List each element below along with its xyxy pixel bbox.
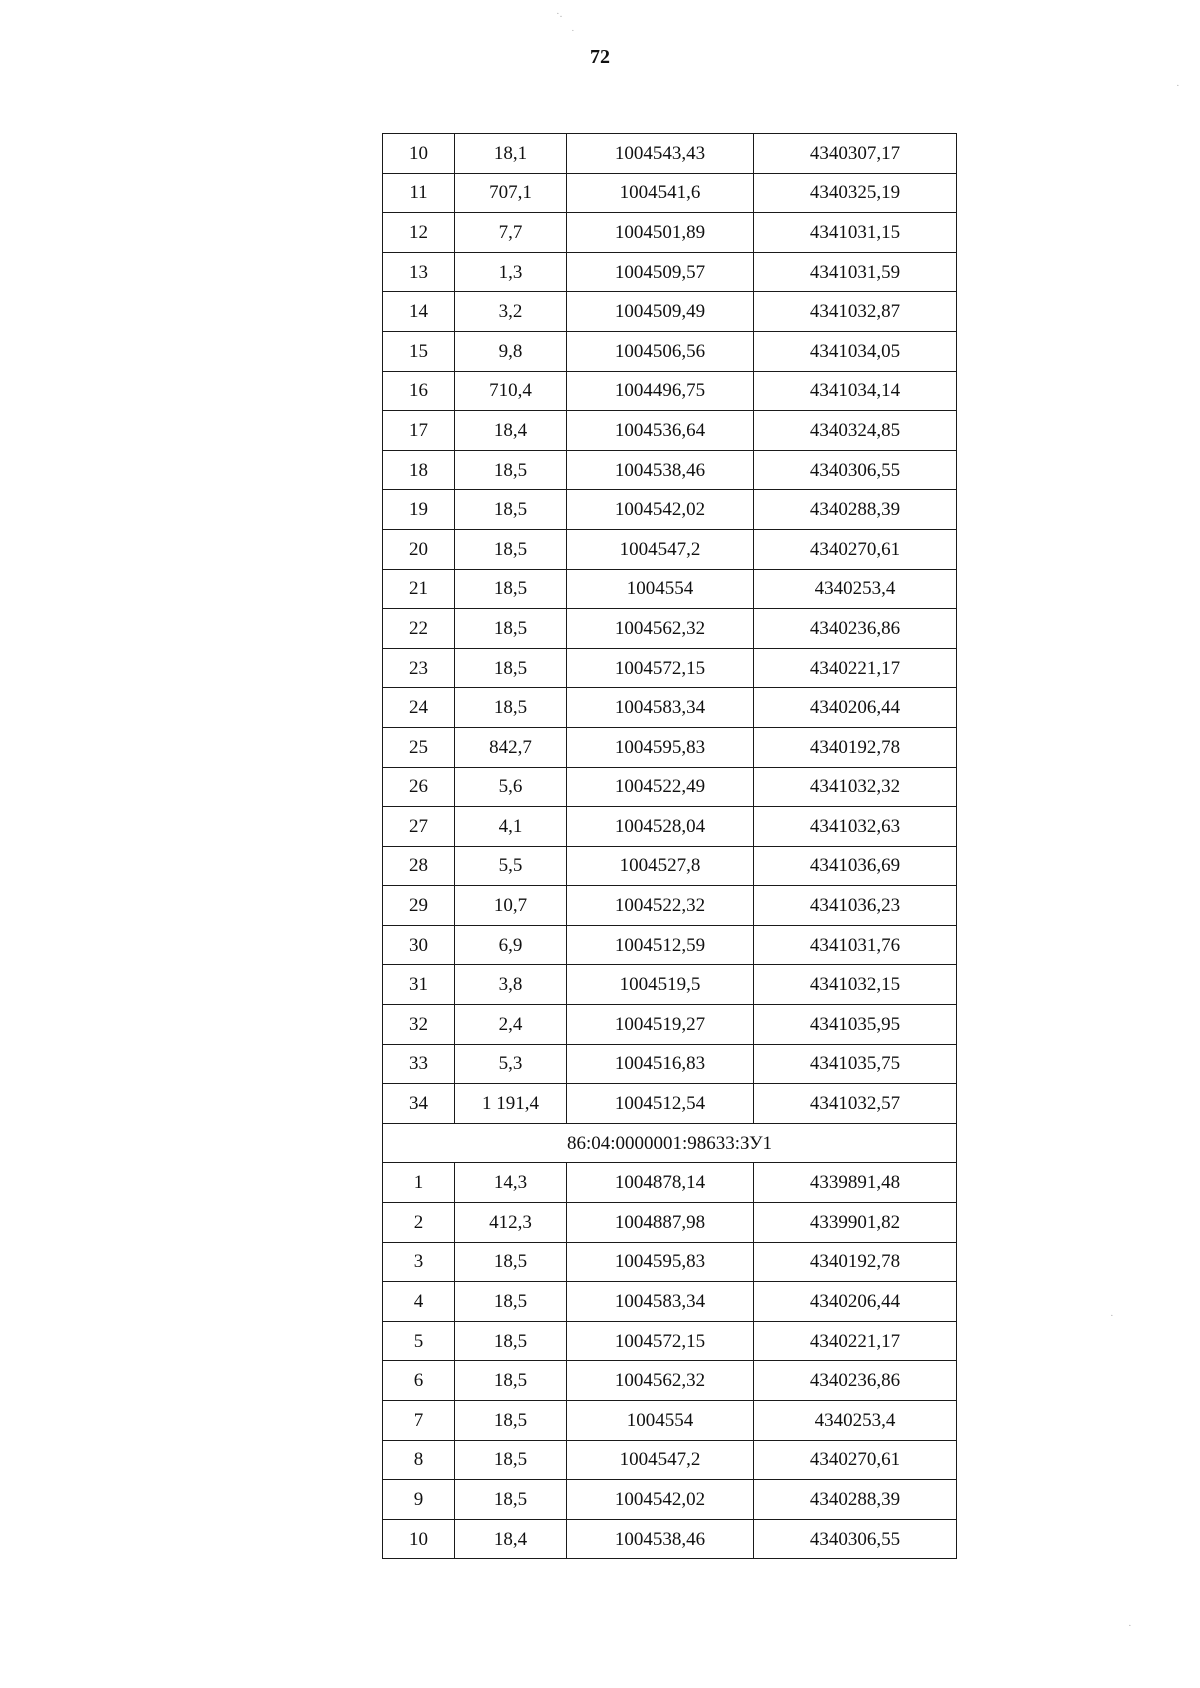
table-row [383, 569, 957, 609]
length-cell: 6,9 [455, 925, 567, 965]
scan-speck: ˙ [571, 28, 575, 40]
point-number-cell: 30 [383, 925, 455, 965]
table-row [383, 173, 957, 213]
table-row [383, 292, 957, 332]
table-row [383, 1242, 957, 1282]
table-row [383, 767, 957, 807]
y-coordinate-cell: 4340192,78 [754, 727, 957, 767]
y-coordinate-cell: 4341036,23 [754, 886, 957, 926]
point-number-cell: 28 [383, 846, 455, 886]
point-number-cell: 14 [383, 292, 455, 332]
point-number-cell: 27 [383, 807, 455, 847]
x-coordinate-cell: 1004519,5 [567, 965, 754, 1005]
table-row [383, 1282, 957, 1322]
point-number-cell: 24 [383, 688, 455, 728]
x-coordinate-cell: 1004501,89 [567, 213, 754, 253]
length-cell: 5,6 [455, 767, 567, 807]
length-cell: 10,7 [455, 886, 567, 926]
y-coordinate-cell: 4340306,55 [754, 1519, 957, 1559]
y-coordinate-cell: 4340206,44 [754, 1282, 957, 1322]
table-row [383, 1044, 957, 1084]
x-coordinate-cell: 1004522,32 [567, 886, 754, 926]
table-row [383, 450, 957, 490]
table-row [383, 1005, 957, 1045]
table-row [383, 411, 957, 451]
table-row [383, 1084, 957, 1124]
y-coordinate-cell: 4340236,86 [754, 609, 957, 649]
point-number-cell: 20 [383, 529, 455, 569]
x-coordinate-cell: 1004542,02 [567, 1480, 754, 1520]
y-coordinate-cell: 4340306,55 [754, 450, 957, 490]
length-cell: 9,8 [455, 331, 567, 371]
table-row [383, 727, 957, 767]
x-coordinate-cell: 1004547,2 [567, 1440, 754, 1480]
x-coordinate-cell: 1004496,75 [567, 371, 754, 411]
y-coordinate-cell: 4340253,4 [754, 569, 957, 609]
y-coordinate-cell: 4340192,78 [754, 1242, 957, 1282]
point-number-cell: 34 [383, 1084, 455, 1124]
point-number-cell: 18 [383, 450, 455, 490]
table-row [383, 609, 957, 649]
x-coordinate-cell: 1004562,32 [567, 1361, 754, 1401]
point-number-cell: 21 [383, 569, 455, 609]
point-number-cell: 4 [383, 1282, 455, 1322]
length-cell: 14,3 [455, 1163, 567, 1203]
y-coordinate-cell: 4341035,95 [754, 1005, 957, 1045]
table-row [383, 1163, 957, 1203]
x-coordinate-cell: 1004878,14 [567, 1163, 754, 1203]
point-number-cell: 7 [383, 1401, 455, 1441]
y-coordinate-cell: 4340288,39 [754, 490, 957, 530]
point-number-cell: 26 [383, 767, 455, 807]
point-number-cell: 17 [383, 411, 455, 451]
length-cell: 18,5 [455, 648, 567, 688]
x-coordinate-cell: 1004583,34 [567, 1282, 754, 1322]
y-coordinate-cell: 4341031,76 [754, 925, 957, 965]
table-row [383, 846, 957, 886]
table-row [383, 252, 957, 292]
length-cell: 7,7 [455, 213, 567, 253]
y-coordinate-cell: 4340307,17 [754, 134, 957, 174]
table-row [383, 134, 957, 174]
x-coordinate-cell: 1004562,32 [567, 609, 754, 649]
table-row [383, 1321, 957, 1361]
length-cell: 18,5 [455, 1401, 567, 1441]
table-row [383, 1519, 957, 1559]
point-number-cell: 8 [383, 1440, 455, 1480]
x-coordinate-cell: 1004887,98 [567, 1203, 754, 1243]
x-coordinate-cell: 1004554 [567, 569, 754, 609]
y-coordinate-cell: 4341034,05 [754, 331, 957, 371]
point-number-cell: 10 [383, 134, 455, 174]
length-cell: 18,5 [455, 1321, 567, 1361]
length-cell: 5,3 [455, 1044, 567, 1084]
length-cell: 18,5 [455, 1440, 567, 1480]
table-row [383, 1203, 957, 1243]
y-coordinate-cell: 4341032,63 [754, 807, 957, 847]
y-coordinate-cell: 4341032,15 [754, 965, 957, 1005]
point-number-cell: 10 [383, 1519, 455, 1559]
point-number-cell: 11 [383, 173, 455, 213]
point-number-cell: 31 [383, 965, 455, 1005]
x-coordinate-cell: 1004519,27 [567, 1005, 754, 1045]
x-coordinate-cell: 1004595,83 [567, 727, 754, 767]
coordinates-table [382, 133, 957, 1559]
x-coordinate-cell: 1004528,04 [567, 807, 754, 847]
table-row [383, 371, 957, 411]
table-row [383, 807, 957, 847]
point-number-cell: 25 [383, 727, 455, 767]
table-row [383, 886, 957, 926]
table-row [383, 331, 957, 371]
y-coordinate-cell: 4340236,86 [754, 1361, 957, 1401]
table-row [383, 1440, 957, 1480]
section-heading: 86:04:0000001:98633:ЗУ1 [383, 1123, 957, 1163]
length-cell: 18,5 [455, 688, 567, 728]
point-number-cell: 33 [383, 1044, 455, 1084]
x-coordinate-cell: 1004543,43 [567, 134, 754, 174]
point-number-cell: 29 [383, 886, 455, 926]
y-coordinate-cell: 4341032,32 [754, 767, 957, 807]
scan-speck: ·. [556, 8, 563, 20]
length-cell: 18,5 [455, 609, 567, 649]
y-coordinate-cell: 4341036,69 [754, 846, 957, 886]
y-coordinate-cell: 4340221,17 [754, 1321, 957, 1361]
point-number-cell: 12 [383, 213, 455, 253]
table-row [383, 965, 957, 1005]
x-coordinate-cell: 1004509,57 [567, 252, 754, 292]
point-number-cell: 1 [383, 1163, 455, 1203]
table-row [383, 490, 957, 530]
y-coordinate-cell: 4341032,57 [754, 1084, 957, 1124]
y-coordinate-cell: 4340325,19 [754, 173, 957, 213]
scan-speck: · [1176, 80, 1180, 92]
x-coordinate-cell: 1004512,54 [567, 1084, 754, 1124]
x-coordinate-cell: 1004516,83 [567, 1044, 754, 1084]
point-number-cell: 22 [383, 609, 455, 649]
y-coordinate-cell: 4341035,75 [754, 1044, 957, 1084]
y-coordinate-cell: 4339891,48 [754, 1163, 957, 1203]
length-cell: 1 191,4 [455, 1084, 567, 1124]
y-coordinate-cell: 4340270,61 [754, 529, 957, 569]
y-coordinate-cell: 4339901,82 [754, 1203, 957, 1243]
x-coordinate-cell: 1004572,15 [567, 1321, 754, 1361]
length-cell: 707,1 [455, 173, 567, 213]
table-row [383, 1361, 957, 1401]
y-coordinate-cell: 4340270,61 [754, 1440, 957, 1480]
x-coordinate-cell: 1004506,56 [567, 331, 754, 371]
point-number-cell: 5 [383, 1321, 455, 1361]
length-cell: 842,7 [455, 727, 567, 767]
length-cell: 3,8 [455, 965, 567, 1005]
x-coordinate-cell: 1004536,64 [567, 411, 754, 451]
table-row [383, 1480, 957, 1520]
length-cell: 18,4 [455, 411, 567, 451]
x-coordinate-cell: 1004538,46 [567, 450, 754, 490]
x-coordinate-cell: 1004595,83 [567, 1242, 754, 1282]
page-number: 72 [590, 46, 610, 68]
coordinates-table-wrapper [382, 133, 957, 1559]
length-cell: 18,5 [455, 569, 567, 609]
scan-speck: · [1110, 1310, 1114, 1322]
length-cell: 18,1 [455, 134, 567, 174]
length-cell: 4,1 [455, 807, 567, 847]
point-number-cell: 15 [383, 331, 455, 371]
y-coordinate-cell: 4340288,39 [754, 1480, 957, 1520]
length-cell: 710,4 [455, 371, 567, 411]
y-coordinate-cell: 4340206,44 [754, 688, 957, 728]
point-number-cell: 16 [383, 371, 455, 411]
point-number-cell: 32 [383, 1005, 455, 1045]
x-coordinate-cell: 1004542,02 [567, 490, 754, 530]
section-heading-row [383, 1123, 957, 1163]
point-number-cell: 3 [383, 1242, 455, 1282]
length-cell: 18,5 [455, 1242, 567, 1282]
x-coordinate-cell: 1004509,49 [567, 292, 754, 332]
x-coordinate-cell: 1004541,6 [567, 173, 754, 213]
length-cell: 18,5 [455, 1480, 567, 1520]
length-cell: 3,2 [455, 292, 567, 332]
point-number-cell: 23 [383, 648, 455, 688]
x-coordinate-cell: 1004527,8 [567, 846, 754, 886]
point-number-cell: 6 [383, 1361, 455, 1401]
point-number-cell: 2 [383, 1203, 455, 1243]
length-cell: 18,5 [455, 450, 567, 490]
x-coordinate-cell: 1004572,15 [567, 648, 754, 688]
y-coordinate-cell: 4341034,14 [754, 371, 957, 411]
point-number-cell: 9 [383, 1480, 455, 1520]
x-coordinate-cell: 1004538,46 [567, 1519, 754, 1559]
x-coordinate-cell: 1004583,34 [567, 688, 754, 728]
table-row [383, 648, 957, 688]
y-coordinate-cell: 4340324,85 [754, 411, 957, 451]
length-cell: 18,5 [455, 1282, 567, 1322]
y-coordinate-cell: 4340221,17 [754, 648, 957, 688]
length-cell: 18,5 [455, 1361, 567, 1401]
y-coordinate-cell: 4340253,4 [754, 1401, 957, 1441]
length-cell: 2,4 [455, 1005, 567, 1045]
point-number-cell: 13 [383, 252, 455, 292]
table-row [383, 688, 957, 728]
x-coordinate-cell: 1004554 [567, 1401, 754, 1441]
table-row [383, 1401, 957, 1441]
x-coordinate-cell: 1004547,2 [567, 529, 754, 569]
length-cell: 18,5 [455, 490, 567, 530]
x-coordinate-cell: 1004522,49 [567, 767, 754, 807]
x-coordinate-cell: 1004512,59 [567, 925, 754, 965]
length-cell: 18,5 [455, 529, 567, 569]
table-row [383, 213, 957, 253]
length-cell: 1,3 [455, 252, 567, 292]
length-cell: 18,4 [455, 1519, 567, 1559]
table-row [383, 529, 957, 569]
point-number-cell: 19 [383, 490, 455, 530]
y-coordinate-cell: 4341031,59 [754, 252, 957, 292]
length-cell: 412,3 [455, 1203, 567, 1243]
scan-speck: · [1128, 1620, 1132, 1632]
length-cell: 5,5 [455, 846, 567, 886]
y-coordinate-cell: 4341031,15 [754, 213, 957, 253]
table-row [383, 925, 957, 965]
coordinates-table-body [383, 134, 957, 1559]
y-coordinate-cell: 4341032,87 [754, 292, 957, 332]
